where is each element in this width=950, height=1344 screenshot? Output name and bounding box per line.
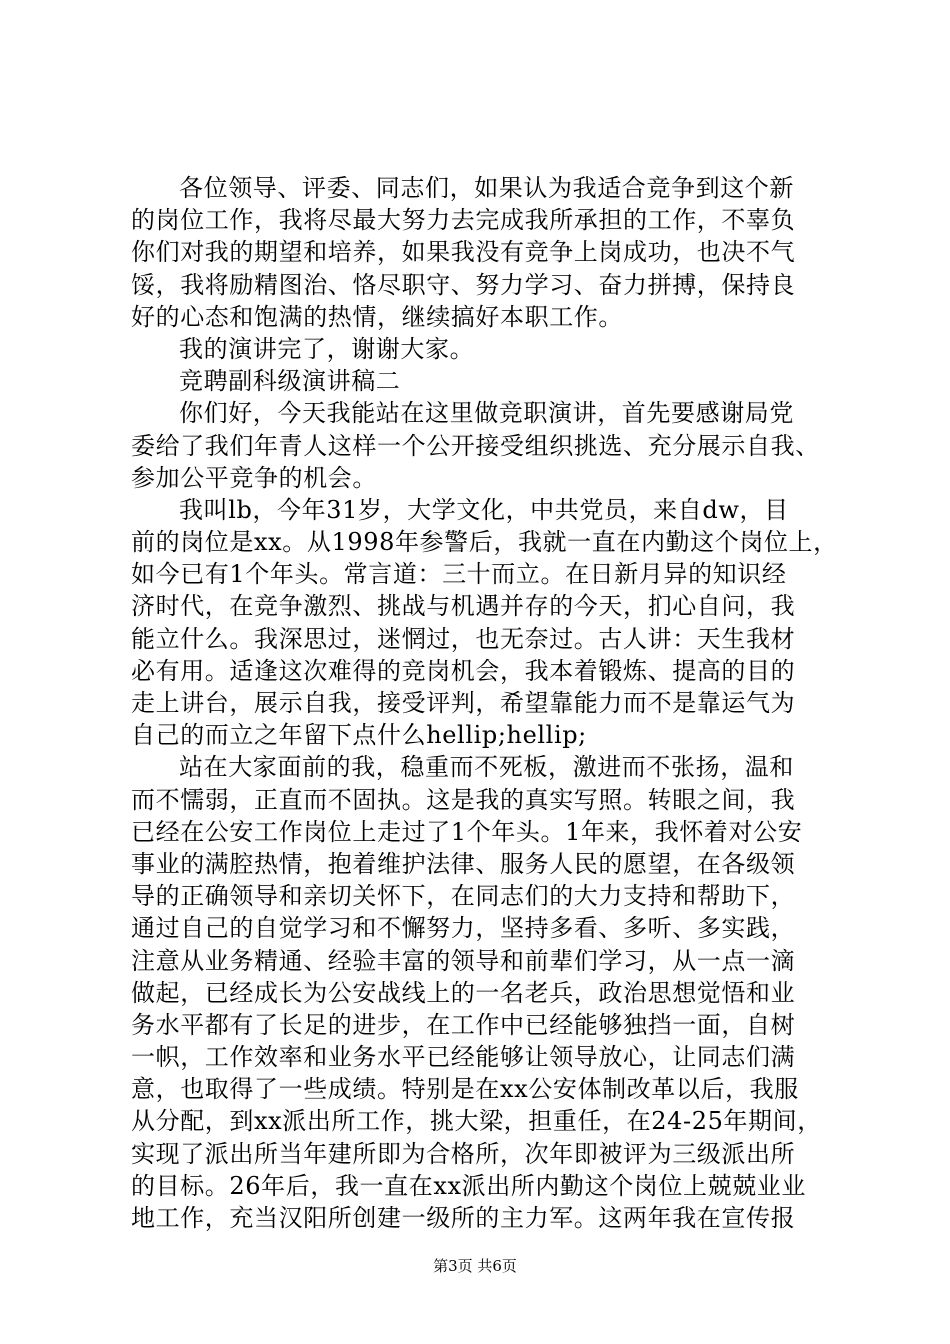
paragraph-line: 济时代，在竞争激烈、挑战与机遇并存的今天，扪心自问，我 [131, 592, 796, 621]
paragraph-line: 我的演讲完了，谢谢大家。 [179, 334, 475, 363]
paragraph-line: 的目标。26年后，我一直在xx派出所内勤这个岗位上兢兢业业 [131, 1171, 807, 1200]
paragraph-line: 实现了派出所当年建所即为合格所，次年即被评为三级派出所 [131, 1139, 796, 1168]
paragraph-line: 意，也取得了一些成绩。特别是在xx公安体制改革以后，我服 [131, 1075, 799, 1104]
paragraph-line: 已经在公安工作岗位上走过了1个年头。1年来，我怀着对公安 [131, 817, 803, 846]
paragraph-line: 站在大家面前的我，稳重而不死板，激进而不张扬，温和 [179, 753, 794, 782]
paragraph-line: 各位领导、评委、同志们，如果认为我适合竞争到这个新 [179, 174, 794, 202]
paragraph-line: 馁，我将励精图治、恪尽职守、努力学习、奋力拼搏，保持良 [131, 270, 796, 299]
paragraph-line: 地工作，充当汉阳所创建一级所的主力军。这两年我在宣传报 [131, 1204, 796, 1232]
paragraph-line: 必有用。适逢这次难得的竞岗机会，我本着锻炼、提高的目的 [131, 656, 796, 685]
paragraph-line: 务水平都有了长足的进步，在工作中已经能够独挡一面，自树 [131, 1010, 796, 1039]
paragraph-line: 通过自己的自觉学习和不懈努力，坚持多看、多听、多实践， [131, 914, 796, 943]
paragraph-line: 能立什么。我深思过，迷惘过，也无奈过。古人讲：天生我材 [131, 624, 796, 653]
paragraph-line: 的岗位工作，我将尽最大努力去完成我所承担的工作，不辜负 [131, 206, 796, 235]
paragraph-line: 导的正确领导和亲切关怀下，在同志们的大力支持和帮助下， [131, 882, 796, 911]
paragraph-line: 参加公平竞争的机会。 [131, 463, 377, 492]
page-number-footer: 第3页 共6页 [433, 1257, 517, 1275]
paragraph-line: 注意从业务精通、经验丰富的领导和前辈们学习，从一点一滴 [131, 946, 796, 975]
paragraph-line: 你们对我的期望和培养，如果我没有竞争上岗成功，也决不气 [131, 238, 796, 267]
paragraph-line: 自己的而立之年留下点什么hellip;hellip; [131, 721, 587, 750]
paragraph-line: 从分配，到xx派出所工作，挑大梁，担重任，在24-25年期间， [131, 1107, 822, 1136]
paragraph-line: 如今已有1个年头。常言道：三十而立。在日新月异的知识经 [131, 560, 787, 589]
document-body [131, 172, 838, 1234]
paragraph-line: 事业的满腔热情，抱着维护法律、服务人民的愿望，在各级领 [131, 849, 796, 878]
paragraph-line: 而不懦弱，正直而不固执。这是我的真实写照。转眼之间，我 [131, 785, 796, 814]
paragraph-line: 一帜，工作效率和业务水平已经能够让领导放心，让同志们满 [131, 1043, 796, 1072]
paragraph-line: 委给了我们年青人这样一个公开接受组织挑选、充分展示自我、 [131, 431, 820, 460]
paragraph-line: 你们好，今天我能站在这里做竞职演讲，首先要感谢局党 [179, 399, 794, 428]
paragraph-line: 好的心态和饱满的热情，继续搞好本职工作。 [131, 302, 623, 331]
paragraph-line: 走上讲台，展示自我，接受评判，希望靠能力而不是靠运气为 [131, 689, 796, 717]
paragraph-line: 做起，已经成长为公安战线上的一名老兵，政治思想觉悟和业 [131, 978, 796, 1007]
paragraph-line: 前的岗位是xx。从1998年参警后，我就一直在内勤这个岗位上， [131, 528, 838, 557]
paragraph-line: 我叫lb，今年31岁，大学文化，中共党员，来自dw，目 [179, 495, 789, 524]
section-heading: 竞聘副科级演讲稿二 [179, 367, 401, 396]
